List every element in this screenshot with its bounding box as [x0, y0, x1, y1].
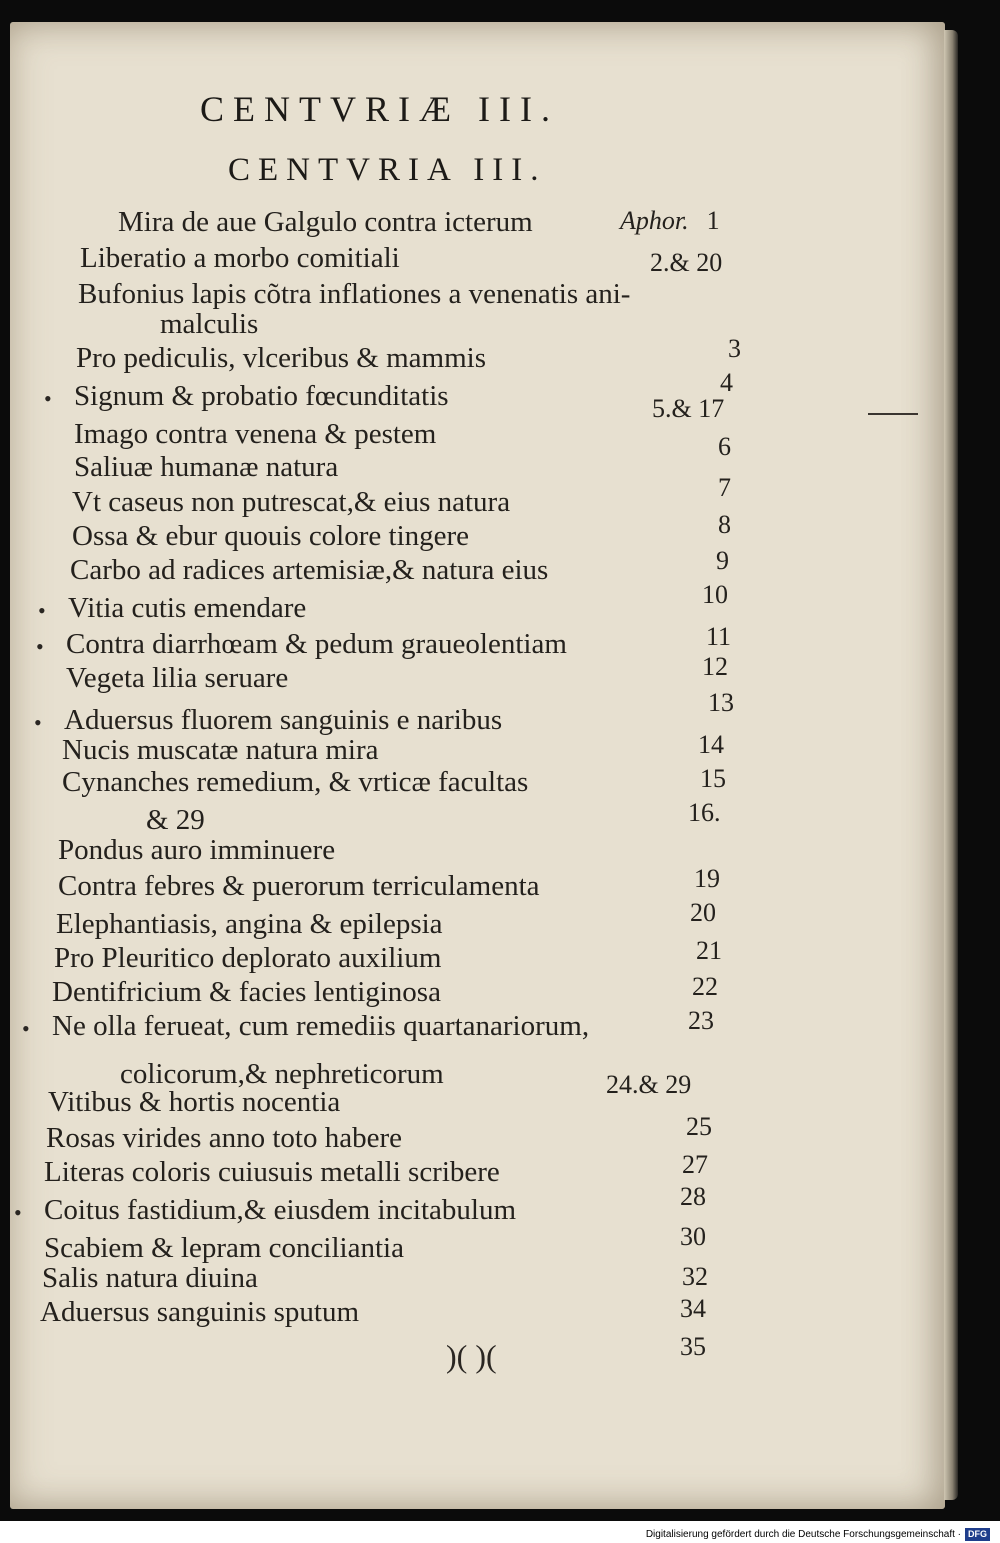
- bullet-marker: •: [38, 598, 46, 623]
- index-entry: Literas coloris cuiusuis metalli scribere: [44, 1156, 500, 1188]
- aphorism-number-value: 32: [682, 1262, 708, 1291]
- aphorism-number: [702, 582, 728, 608]
- index-entry: Cynanches remedium, & vrticæ facultas: [62, 766, 529, 798]
- aphorism-number-value: 9: [716, 546, 729, 575]
- aphorism-number-value: 12: [702, 652, 728, 681]
- aphorism-number: [682, 1264, 708, 1290]
- index-entry: Rosas virides anno toto habere: [46, 1122, 402, 1154]
- aphorism-number-value: 11: [706, 622, 732, 651]
- index-entry: Contra diarrhœam & pedum graueolentiam: [66, 628, 567, 660]
- index-entry: Ossa & ebur quouis colore tingere: [72, 520, 470, 552]
- index-entry: Vitibus & hortis nocentia: [48, 1086, 341, 1118]
- aphorism-number: [708, 690, 734, 716]
- aphorism-number-value: 7: [718, 473, 731, 502]
- aphorism-number: [718, 512, 731, 538]
- aphorism-number: [716, 548, 729, 574]
- aphorism-number: [700, 766, 726, 792]
- aphorism-number: [606, 1072, 691, 1098]
- aphorism-number-value: 6: [718, 432, 731, 461]
- aphorism-number-value: 24.& 29: [606, 1070, 692, 1099]
- aphorism-number: [706, 624, 731, 650]
- aphorism-number: [650, 250, 722, 276]
- aphorism-number: [680, 1224, 706, 1250]
- index-entry: Mira de aue Galgulo contra icterum: [118, 206, 533, 238]
- aphorism-number-value: 16.: [688, 798, 721, 827]
- aphorism-number-value: 27: [682, 1150, 708, 1179]
- aphorism-number: [694, 866, 720, 892]
- aphorism-number-value: 20: [690, 898, 716, 927]
- ornament: )( )(: [446, 1338, 497, 1374]
- aphorism-number-value: 22: [692, 972, 718, 1001]
- aphorism-number-value: 13: [708, 688, 734, 717]
- index-entry: Salis natura diuina: [42, 1262, 258, 1294]
- aphorism-number-value: 23: [688, 1006, 714, 1035]
- index-entry: Coitus fastidium,& eiusdem incitabulum: [44, 1194, 517, 1226]
- bullet-marker: •: [44, 386, 52, 411]
- index-entry: Vitia cutis emendare: [68, 592, 307, 624]
- aphorism-number: [688, 1008, 714, 1034]
- aphorism-number-value: 5.& 17: [652, 394, 725, 423]
- page-edge: [944, 30, 958, 1500]
- index-entry: & 29: [146, 804, 205, 836]
- aphorism-number-value: 10: [702, 580, 728, 609]
- bullet-marker: •: [14, 1200, 22, 1225]
- aphorism-number: [698, 732, 724, 758]
- aphorism-number: [690, 900, 716, 926]
- index-entry: Imago contra venena & pestem: [74, 418, 437, 450]
- aphorism-number: [680, 1296, 706, 1322]
- index-entry: Ne olla ferueat, cum remediis quartanariorum,: [52, 1010, 590, 1042]
- aphorism-number: [718, 434, 731, 460]
- index-entry: Signum & probatio fœcunditatis: [74, 380, 449, 412]
- aphorism-number: [728, 336, 741, 362]
- bullet-marker: •: [36, 634, 44, 659]
- index-entry: Scabiem & lepram conciliantia: [44, 1232, 404, 1264]
- index-entry: Dentifricium & facies lentiginosa: [52, 976, 441, 1008]
- index-entry: Liberatio a morbo comitiali: [80, 242, 400, 274]
- aphorism-number-value: 1: [706, 206, 720, 235]
- aphorism-number: [680, 1184, 706, 1210]
- index-entry: Nucis muscatæ natura mira: [62, 734, 379, 766]
- aphorism-number: [696, 938, 722, 964]
- aphorism-number: [682, 1152, 708, 1178]
- aphorism-number: [720, 370, 733, 396]
- footer-text: Digitalisierung gefördert durch die Deutsche Forschungsgemeinschaft ·: [645, 1529, 961, 1540]
- aphorism-number: [688, 800, 721, 826]
- margin-mark: [868, 413, 918, 415]
- aphorism-number-value: 35: [680, 1332, 706, 1361]
- index-entry: Aduersus sanguinis sputum: [40, 1296, 359, 1328]
- aphorism-number: [652, 396, 724, 422]
- bullet-marker: •: [22, 1016, 30, 1041]
- aphorism-number: [718, 475, 731, 501]
- dfg-logo: DFG: [965, 1528, 990, 1541]
- aphorism-number-value: 25: [686, 1112, 712, 1141]
- aphorism-number: [702, 654, 728, 680]
- index-entry: Saliuæ humanæ natura: [74, 451, 339, 483]
- index-entry: malculis: [160, 308, 259, 340]
- aphorism-number: [620, 208, 720, 234]
- section-title: CENTVRIA III.: [228, 152, 547, 188]
- index-entry: Vegeta lilia seruare: [66, 662, 289, 694]
- index-entry: Pro pediculis, vlceribus & mammis: [76, 342, 486, 374]
- index-entry: Aduersus fluorem sanguinis e naribus: [64, 704, 503, 736]
- bullet-marker: •: [34, 710, 42, 735]
- running-head: CENTVRIÆ III.: [200, 89, 559, 129]
- aphorism-number-value: 15: [700, 764, 726, 793]
- footer: [640, 1527, 990, 1543]
- aphorism-number: [686, 1114, 712, 1140]
- aphorism-number: [692, 974, 718, 1000]
- index-entry: Pondus auro imminuere: [58, 834, 336, 866]
- index-entry: Contra febres & puerorum terriculamenta: [58, 870, 540, 902]
- index-entry: Bufonius lapis cõtra inflationes a venenatis ani-: [78, 278, 631, 310]
- aphorism-number-value: 30: [680, 1222, 706, 1251]
- index-entry: Pro Pleuritico deplorato auxilium: [54, 942, 442, 974]
- index-entry: Vt caseus non putrescat,& eius natura: [72, 486, 511, 518]
- index-entry: colicorum,& nephreticorum: [120, 1058, 444, 1090]
- aphorism-number-value: 21: [696, 936, 722, 965]
- aphorism-number-value: 28: [680, 1182, 706, 1211]
- aphorism-number-value: 19: [694, 864, 720, 893]
- aphorism-number-value: 3: [728, 334, 741, 363]
- index-entry: Carbo ad radices artemisiæ,& natura eius: [70, 554, 549, 586]
- aphorism-number-value: 4: [720, 368, 733, 397]
- aphorism-number-value: 34: [680, 1294, 706, 1323]
- aphorism-number-value: 2.& 20: [650, 248, 723, 277]
- aphorism-number: [680, 1334, 706, 1360]
- aphorism-number-value: 14: [698, 730, 724, 759]
- index-entry: Elephantiasis, angina & epilepsia: [56, 908, 443, 940]
- aphorism-number-value: 8: [718, 510, 731, 539]
- aphorism-label: Aphor.: [620, 206, 689, 235]
